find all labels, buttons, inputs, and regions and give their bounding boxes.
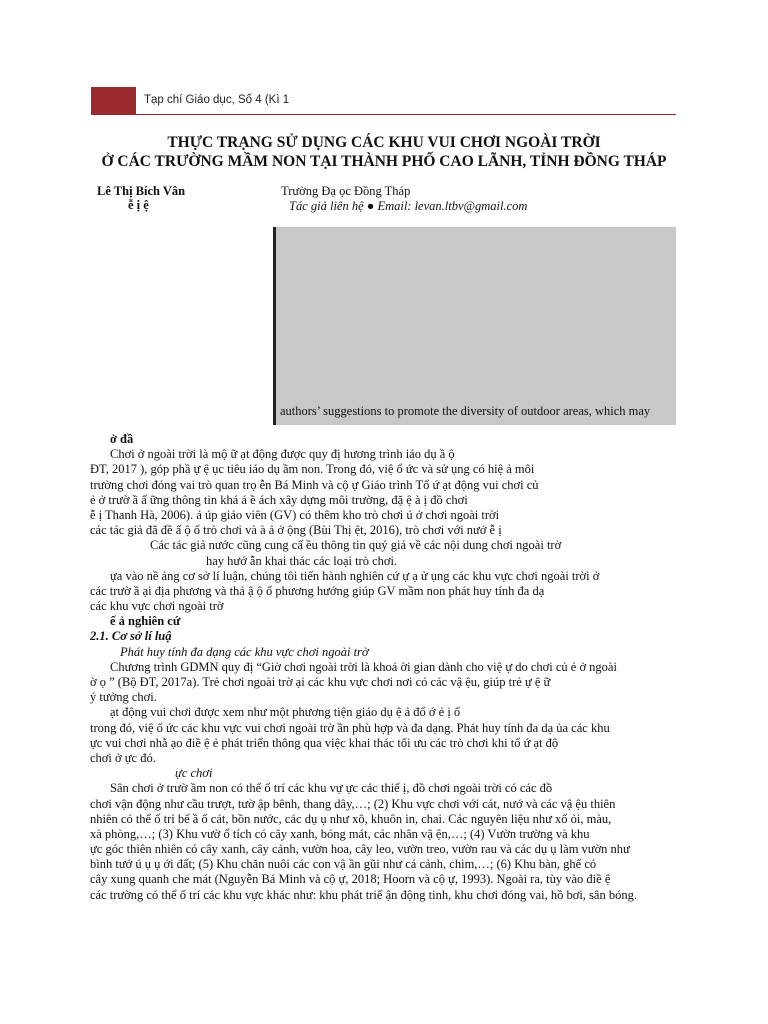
body-line: ờ ọ ” (Bộ ĐT, 2017a). Trẻ chơi ngoài trờ ại các khu vực chơi nơi có các vậ ệu, giúp trẻ ự ệ ữ <box>90 675 551 689</box>
body-line: ở đầ <box>110 432 134 446</box>
body-line: ễ ị Thanh Hà, 2006). ả úp giáo viên (GV) có thêm kho trò chơi ú ở chơi ngoài trời <box>90 507 500 522</box>
body-line: Chơi ở ngoài trời là mộ ữ ạt động được quy đị hương trình iáo dụ ầ ộ <box>110 447 455 462</box>
author-contact: Tác giả liên hệ ● Email: levan.ltbv@gmail.com <box>289 199 528 213</box>
author-name: Lê Thị Bích Vân <box>97 184 186 198</box>
body-line: ý tưởng chơi. <box>90 690 157 705</box>
body-line: trường chơi đóng vai trò quan trọ ễn Bá Minh và cộ ự Giáo trình Tổ ứ ạt động vui chơi củ <box>90 477 539 492</box>
article-body <box>90 432 680 903</box>
body-line: Phát huy tính đa dạng các khu vực chơi ngoài trờ <box>120 644 369 659</box>
body-line: Sân chơi ở trườ ầm non có thể ố trí các khu vự ực các thiế ị, đồ chơi ngoài trời có các đồ <box>110 781 553 796</box>
abstract-box <box>273 227 676 425</box>
body-line: các trường có thể ố trí các khu vực khác như: khu phát triể ận động tinh, khu chơi đóng vai, hồ bơi, sân bóng. <box>90 887 637 902</box>
body-line: các trườ ầ ại địa phương và thả ậ ộ ố phương hướng giúp GV mầm non phát huy tính đa dạ <box>90 583 545 598</box>
journal-header: Tạp chí Giáo dục, Số 4 (Kì 1 <box>144 94 290 106</box>
body-line: chơi vận động như cầu trượt, tườ ập bênh, thang dây,…; (2) Khu vực chơi với cát, nướ và các vậ ệu thiên <box>90 796 616 811</box>
body-line: cây xung quanh che mát (Nguyễn Bá Minh và cộ ự, 2018; Hoorn và cộ ự, 1993). Ngoài ra, tùy vào điề ệ <box>90 872 611 887</box>
body-line: 2.1. Cơ sở lí luậ <box>90 629 172 644</box>
header-rule <box>136 114 676 115</box>
body-line: ựa vào nề ảng cơ sở lí luận, chúng tôi tiến hành nghiên cứ ự ạ ử ụng các khu vực chơi ngoài trời ở <box>110 568 600 583</box>
body-line: trong đó, việ ổ ức các khu vực vui chơi ngoài trờ ần phù hợp và đa dạng. Phát huy tính đa dạ ủa các khu <box>90 720 610 735</box>
body-line: bình tướ ú ụ ụ ới đất; (5) Khu chăn nuôi các con vậ ần gũi như cá cảnh, chim,…; (6) Khu bàn, ghế có <box>90 857 597 872</box>
body-line: các khu vực chơi ngoài trờ <box>90 599 224 614</box>
body-line: ực vui chơi nhằ ạo điề ệ ẻ phát triển thông qua việc khai thác tối ưu các trò chơi khi tổ ứ ạt độ <box>90 735 559 750</box>
title-line-1: THỰC TRẠNG SỬ DỤNG CÁC KHU VUI CHƠI NGOÀI TRỜI <box>167 134 601 151</box>
body-line: hay hướ ẫn khai thác các loại trò chơi. <box>206 553 398 568</box>
author-affiliation: Trường Đạ ọc Đồng Tháp <box>281 184 411 198</box>
body-line: nhiên có thể ố trí bể ầ ố cát, bồn nước, các dụ ụ như xô, khuôn in, chai. Các nguyên liệu như xố ỏi, màu, <box>90 811 612 826</box>
body-line: chơi ở ực đó. <box>90 750 156 765</box>
body-line: xà phòng,…; (3) Khu vườ ổ tích có cây xanh, bóng mát, các nhân vậ ện,…; (4) Vườn trường và khu <box>90 826 590 841</box>
body-line: ạt động vui chơi được xem như một phương tiện giáo dụ ệ ả đổ ớ ẻ ị ố <box>110 705 461 720</box>
title-line-2: Ở CÁC TRƯỜNG MẦM NON TẠI THÀNH PHỐ CAO LÃNH, TỈNH ĐỒNG THÁP <box>101 153 667 170</box>
body-line: ĐT, 2017 ), góp phầ ự ệ ục tiêu iáo dụ ầm non. Trong đó, việ ổ ức và sử ụng có hiệ ả môi <box>90 462 535 477</box>
body-line: các tác giả đã đề ấ ộ ố trò chơi và à ả ở ộng (Bùi Thị ệt, 2016), trò chơi với nướ ễ ị <box>90 523 502 538</box>
body-line: ẻ ở trườ ầ ấ ững thông tin khá á ề ách xây dựng môi trường, đặ ệ à ị đồ chơi <box>90 492 468 507</box>
body-line: ực chơi <box>175 766 213 781</box>
abstract-left-bar <box>273 227 276 425</box>
author-name-fragments: ễ ị ệ <box>128 198 149 212</box>
header-accent-block <box>91 87 136 115</box>
abstract-visible-line: authors’ suggestions to promote the diversity of outdoor areas, which may <box>280 404 651 418</box>
body-line: Các tác giả nước cũng cung cấ ều thông tin quý giá về các nội dung chơi ngoài trờ <box>150 538 562 553</box>
body-line: ế ả nghiên cứ <box>110 614 181 629</box>
body-line: Chương trình GDMN quy đị “Giờ chơi ngoài trời là khoả ời gian dành cho việ ự do chơi củ ẻ ở ngoài <box>110 659 617 674</box>
body-line: ực góc thiên nhiên có cây xanh, cây cảnh, vườn hoa, cây leo, vườn treo, vườn rau và các dụ ụ làm vườn như <box>90 842 630 857</box>
